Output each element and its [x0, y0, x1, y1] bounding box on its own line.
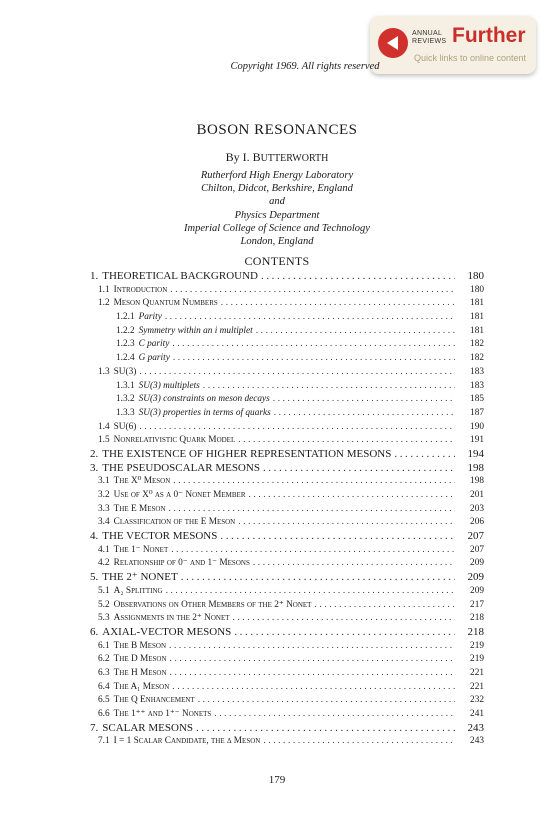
toc-entry[interactable] — [90, 366, 484, 380]
toc-entry-number: 1.3.1 — [116, 380, 135, 391]
toc-leader-dots — [170, 653, 455, 667]
toc-entry-number: 6.3 — [98, 667, 110, 678]
toc-entry[interactable] — [90, 475, 484, 489]
toc-entry-number: 3. — [90, 461, 99, 474]
toc-leader-dots — [139, 421, 455, 435]
toc-entry-title: C parity — [138, 339, 170, 350]
affiliation-line-4: Physics Department — [234, 210, 320, 221]
toc-entry-number: 1.2 — [98, 298, 110, 309]
toc-entry-page: 201 — [470, 490, 484, 500]
toc-entry-page: 221 — [470, 667, 484, 678]
toc-entry[interactable] — [90, 284, 484, 298]
toc-entry-number: 1.5 — [98, 435, 110, 446]
article-author — [0, 150, 554, 165]
toc-entry[interactable] — [90, 462, 484, 476]
toc-leader-dots — [172, 338, 455, 352]
toc-leader-dots — [172, 681, 455, 695]
toc-entry[interactable] — [90, 448, 484, 462]
toc-entry-number: 3.3 — [98, 503, 110, 514]
toc-entry-title: THE EXISTENCE OF HIGHER REPRESENTATION MESONS — [102, 447, 392, 460]
toc-entry[interactable] — [90, 352, 484, 366]
toc-leader-dots — [394, 448, 455, 462]
toc-entry-page: 221 — [470, 681, 484, 692]
toc-entry-page: 232 — [470, 695, 484, 706]
toc-leader-dots — [169, 640, 455, 654]
toc-entry-page: 207 — [470, 544, 484, 555]
toc-entry[interactable] — [90, 667, 484, 681]
toc-entry[interactable] — [90, 681, 484, 695]
toc-leader-dots — [273, 393, 455, 407]
toc-entry-title: THE 2⁺ NONET — [102, 571, 178, 584]
toc-entry-number: 6.2 — [98, 654, 110, 665]
affiliation-line-3: and — [269, 196, 285, 207]
toc-entry-page: 209 — [470, 558, 484, 569]
toc-entry-page: 241 — [470, 709, 484, 719]
toc-entry-number: 5.3 — [98, 613, 110, 624]
toc-entry[interactable] — [90, 297, 484, 311]
toc-entry-page: 198 — [467, 461, 484, 474]
toc-entry-number: 2. — [90, 447, 99, 460]
toc-entry[interactable] — [90, 407, 484, 421]
toc-leader-dots — [263, 462, 455, 476]
toc-leader-dots — [261, 270, 455, 284]
toc-entry-title: The E Meson — [113, 503, 166, 514]
toc-entry-page: 190 — [470, 421, 484, 432]
toc-entry-page: 243 — [467, 721, 484, 734]
toc-entry-number: 1.4 — [98, 421, 110, 432]
toc-leader-dots — [234, 626, 455, 640]
toc-entry-number: 1.2.3 — [116, 339, 135, 350]
toc-entry-number: 3.4 — [98, 517, 110, 528]
toc-entry-title: Symmetry within an i multiplet — [138, 325, 253, 336]
toc-entry-page: 181 — [470, 325, 484, 336]
toc-leader-dots — [173, 475, 455, 489]
toc-entry[interactable] — [90, 557, 484, 571]
toc-entry-number: 5. — [90, 571, 99, 584]
toc-entry-number: 1.2.2 — [116, 325, 135, 336]
toc-entry-page: 219 — [470, 640, 484, 651]
toc-entry-page: 183 — [470, 380, 484, 391]
toc-entry-number: 7.1 — [98, 736, 110, 747]
toc-entry-page: 185 — [470, 394, 484, 405]
page-number: 179 — [268, 774, 286, 786]
toc-leader-dots — [221, 297, 455, 311]
toc-entry-title: G parity — [138, 353, 170, 364]
toc-entry[interactable] — [90, 640, 484, 654]
toc-entry-page: 183 — [470, 366, 484, 377]
copyright-notice: Copyright 1969. All rights reserved — [230, 61, 380, 72]
toc-entry[interactable] — [90, 585, 484, 599]
banner-reviews-text: REVIEWS — [412, 38, 447, 45]
toc-entry-title: The A₁ Meson — [113, 681, 170, 692]
toc-leader-dots — [203, 380, 455, 394]
toc-entry-number: 3.1 — [98, 476, 110, 487]
affiliation-line-2: Chilton, Didcot, Berkshire, England — [201, 183, 353, 194]
contents-heading: CONTENTS — [244, 254, 310, 268]
toc-entry-title: Meson Quantum Numbers — [113, 298, 218, 309]
toc-entry[interactable] — [90, 503, 484, 517]
author-prefix: By I. — [225, 150, 253, 164]
toc-entry-page: 203 — [470, 503, 484, 514]
author-surname-initial: B — [252, 150, 261, 164]
toc-leader-dots — [166, 585, 455, 599]
toc-entry-title: The D Meson — [113, 654, 167, 665]
toc-entry-title: SU(3) properties in terms of quarks — [138, 407, 271, 418]
toc-entry-title: SU(3) — [113, 366, 137, 377]
toc-entry-number: 1. — [90, 270, 99, 282]
toc-entry-title: Use of X⁰ as a 0⁻ Nonet Member — [113, 490, 246, 500]
toc-entry-title: THE PSEUDOSCALAR MESONS — [102, 461, 260, 474]
toc-entry-number: 7. — [90, 721, 99, 734]
toc-leader-dots — [263, 735, 455, 749]
toc-entry[interactable] — [90, 325, 484, 339]
affiliation-line-6: London, England — [240, 236, 314, 247]
toc-entry-title: Classification of the E Meson — [113, 517, 236, 528]
toc-entry-page: 180 — [470, 284, 484, 295]
toc-entry[interactable] — [90, 489, 484, 503]
toc-entry-title: Relationship of 0⁻ and 1⁻ Mesons — [113, 558, 250, 569]
author-surname-rest: UTTERWORTH — [260, 153, 329, 164]
toc-entry[interactable] — [90, 653, 484, 667]
toc-entry-title: The 1⁻ Nonet — [113, 544, 169, 555]
toc-entry-number: 5.2 — [98, 599, 110, 610]
toc-entry[interactable] — [90, 722, 484, 736]
toc-entry-title: The H Meson — [113, 667, 167, 678]
banner-subtitle: Quick links to online content — [414, 53, 527, 63]
toc-entry-page: 180 — [467, 270, 484, 282]
toc-entry-page: 219 — [470, 654, 484, 665]
toc-leader-dots — [220, 530, 455, 544]
affiliation-line-5: Imperial College of Science and Technology — [184, 223, 370, 234]
affiliation-line-1: Rutherford High Energy Laboratory — [200, 170, 354, 181]
toc-entry-page: 182 — [470, 339, 484, 350]
toc-entry-title: Nonrelativistic Quark Model — [113, 435, 236, 446]
toc-entry-title: The 1⁺⁺ and 1⁺⁻ Nonets — [113, 709, 212, 719]
toc-entry[interactable] — [90, 516, 484, 530]
toc-leader-dots — [181, 571, 455, 585]
toc-entry[interactable] — [90, 421, 484, 435]
banner-further-text: Further — [452, 24, 526, 47]
toc-leader-dots — [198, 694, 455, 708]
toc-leader-dots — [173, 352, 455, 366]
banner-annual-text: ANNUAL — [412, 30, 443, 37]
toc-entry[interactable] — [90, 270, 484, 284]
toc-entry-page: 198 — [470, 476, 484, 487]
toc-entry-page: 181 — [470, 298, 484, 309]
toc-entry-number: 6. — [90, 625, 99, 638]
toc-leader-dots — [238, 434, 455, 448]
toc-entry[interactable] — [90, 393, 484, 407]
annual-reviews-play-icon — [378, 28, 408, 58]
toc-entry[interactable] — [90, 626, 484, 640]
toc-entry-number: 1.3.3 — [116, 407, 135, 418]
toc-leader-dots — [139, 366, 455, 380]
toc-entry-page: 218 — [467, 625, 484, 638]
toc-leader-dots — [314, 599, 455, 613]
toc-entry[interactable] — [90, 735, 484, 749]
toc-entry-page: 209 — [470, 585, 484, 596]
toc-entry-page: 209 — [467, 571, 484, 584]
toc-entry-title: SU(3) multiplets — [138, 380, 200, 391]
toc-entry-page: 182 — [470, 353, 484, 364]
toc-entry[interactable] — [90, 612, 484, 626]
toc-entry-page: 217 — [470, 599, 484, 610]
toc-leader-dots — [170, 667, 455, 681]
toc-entry-number: 6.1 — [98, 640, 110, 651]
toc-entry-title: The B Meson — [113, 640, 167, 651]
toc-leader-dots — [253, 557, 455, 571]
toc-entry-title: The Q Enhancement — [113, 695, 195, 706]
toc-entry[interactable] — [90, 434, 484, 448]
toc-entry-page: 207 — [467, 530, 484, 543]
toc-entry-page: 243 — [470, 736, 484, 747]
toc-entry[interactable] — [90, 694, 484, 708]
toc-leader-dots — [169, 503, 455, 517]
toc-entry[interactable] — [90, 599, 484, 613]
toc-entry-title: A₂ Splitting — [113, 585, 163, 596]
toc-entry-title: Observations on Other Members of the 2⁺ Nonet — [113, 599, 312, 610]
toc-entry-title: SCALAR MESONS — [102, 721, 194, 734]
toc-entry-page: 218 — [470, 613, 484, 624]
toc-entry[interactable] — [90, 708, 484, 722]
toc-entry[interactable] — [90, 311, 484, 325]
toc-entry[interactable] — [90, 338, 484, 352]
toc-leader-dots — [238, 516, 455, 530]
toc-entry-title: THE VECTOR MESONS — [102, 530, 218, 543]
toc-leader-dots — [256, 325, 455, 339]
toc-entry-page: 181 — [470, 312, 484, 323]
toc-entry-number: 1.3.2 — [116, 394, 135, 405]
toc-entry-page: 187 — [470, 407, 484, 418]
toc-entry-title: AXIAL-VECTOR MESONS — [102, 625, 232, 638]
toc-leader-dots — [196, 722, 455, 736]
toc-entry-number: 1.2.4 — [116, 353, 135, 364]
toc-leader-dots — [248, 489, 455, 503]
toc-entry-title: The X⁰ Meson — [113, 476, 171, 487]
toc-entry-page: 191 — [470, 435, 484, 446]
toc-entry-number: 3.2 — [98, 490, 110, 500]
toc-leader-dots — [165, 311, 455, 325]
toc-entry-title: Introduction — [113, 284, 168, 295]
toc-entry-number: 4.1 — [98, 544, 110, 555]
toc-entry-title: Assignments in the 2⁺ Nonet — [113, 613, 230, 624]
table-of-contents — [90, 270, 484, 749]
toc-entry[interactable] — [90, 530, 484, 544]
article-title: BOSON RESONANCES — [196, 122, 358, 138]
toc-leader-dots — [170, 284, 455, 298]
toc-entry-number: 1.1 — [98, 284, 110, 295]
toc-leader-dots — [214, 708, 455, 722]
toc-entry-title: THEORETICAL BACKGROUND — [102, 270, 258, 282]
toc-entry-title: I = 1 Scalar Candidate, the δ Meson — [113, 736, 261, 747]
toc-entry-number: 4. — [90, 530, 99, 543]
toc-entry[interactable] — [90, 571, 484, 585]
toc-entry-title: Parity — [138, 312, 162, 323]
toc-entry-title: SU(3) constraints on meson decays — [138, 394, 270, 405]
toc-entry-number: 6.4 — [98, 681, 110, 692]
toc-entry[interactable] — [90, 380, 484, 394]
toc-entry[interactable] — [90, 544, 484, 558]
toc-entry-page: 206 — [470, 517, 484, 528]
toc-entry-number: 4.2 — [98, 558, 110, 569]
toc-entry-page: 194 — [467, 447, 484, 460]
toc-leader-dots — [274, 407, 455, 421]
toc-leader-dots — [233, 612, 455, 626]
toc-entry-number: 6.6 — [98, 709, 110, 719]
toc-entry-title: SU(6) — [113, 421, 137, 432]
toc-entry-number: 5.1 — [98, 585, 110, 596]
toc-entry-number: 1.2.1 — [116, 312, 135, 323]
toc-leader-dots — [171, 544, 455, 558]
toc-entry-number: 6.5 — [98, 695, 110, 706]
toc-entry-number: 1.3 — [98, 366, 110, 377]
